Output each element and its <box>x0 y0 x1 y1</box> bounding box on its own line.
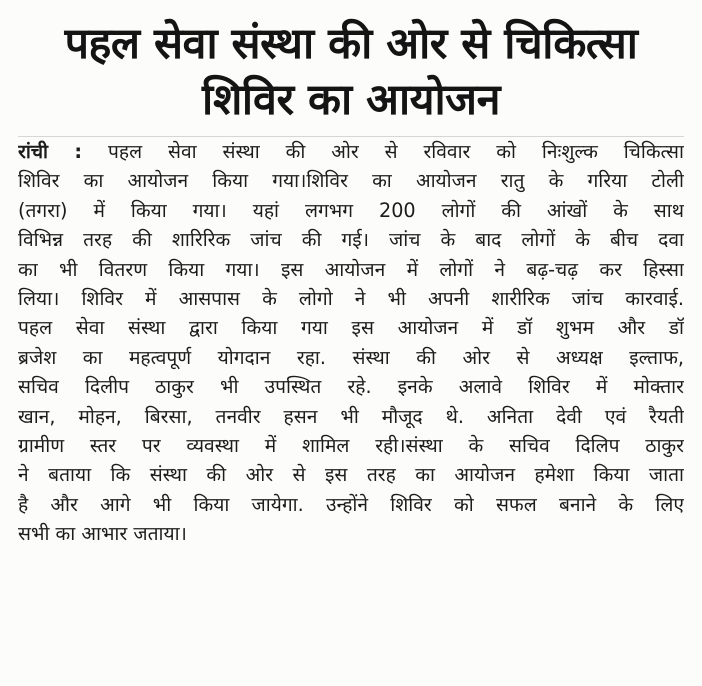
headline-line-1: पहल सेवा संस्था की ओर से चिकित्सा <box>64 19 638 69</box>
article-body <box>18 137 684 549</box>
body-line-1 <box>18 137 684 166</box>
body-line-4: विभिन्न तरह की शारिरिक जांच की गई। जांच के बाद लोगों के बीच दवा <box>18 228 684 252</box>
body-line-11: ग्रामीण स्तर पर व्यवस्था में शामिल रही।संस्था के सचिव दिलिप ठाकुर <box>18 434 684 458</box>
body-line-13: है और आगे भी किया जायेगा. उन्होंने शिविर को सफल बनाने के लिए <box>18 492 684 516</box>
headline-line-2: शिविर का आयोजन <box>202 75 500 125</box>
body-line-7: पहल सेवा संस्था द्वारा किया गया इस आयोजन में डॉ शुभम और डॉ <box>18 316 684 340</box>
body-line-12: ने बताया कि संस्था की ओर से इस तरह का आयोजन हमेशा किया जाता <box>18 463 684 487</box>
body-line-3: (तगरा) में किया गया। यहां लगभग 200 लोगों की आंखों के साथ <box>18 198 684 222</box>
body-line-14: सभी का आभार जताया। <box>18 522 187 546</box>
body-line-1-text: पहल सेवा संस्था की ओर से रविवार को निःशुल्क चिकित्सा <box>108 140 684 163</box>
body-line-8: ब्रजेश का महत्वपूर्ण योगदान रहा. संस्था की ओर से अध्यक्ष इल्ताफ, <box>18 345 684 369</box>
dateline: रांची : <box>18 140 83 163</box>
body-line-10: खान, मोहन, बिरसा, तनवीर हसन भी मौजूद थे. अनिता देवी एवं रैयती <box>18 404 684 428</box>
article-headline <box>18 16 684 128</box>
body-line-9: सचिव दिलीप ठाकुर भी उपस्थित रहे. इनके अलावे शिविर में मोक्तार <box>18 375 684 399</box>
body-line-5: का भी वितरण किया गया। इस आयोजन में लोगों ने बढ़-चढ़ कर हिस्सा <box>18 257 684 281</box>
body-line-6: लिया। शिविर में आसपास के लोगो ने भी अपनी शारीरिक जांच कारवाई. <box>18 287 684 311</box>
body-line-2: शिविर का आयोजन किया गया।शिविर का आयोजन रातु के गरिया टोली <box>18 169 684 193</box>
